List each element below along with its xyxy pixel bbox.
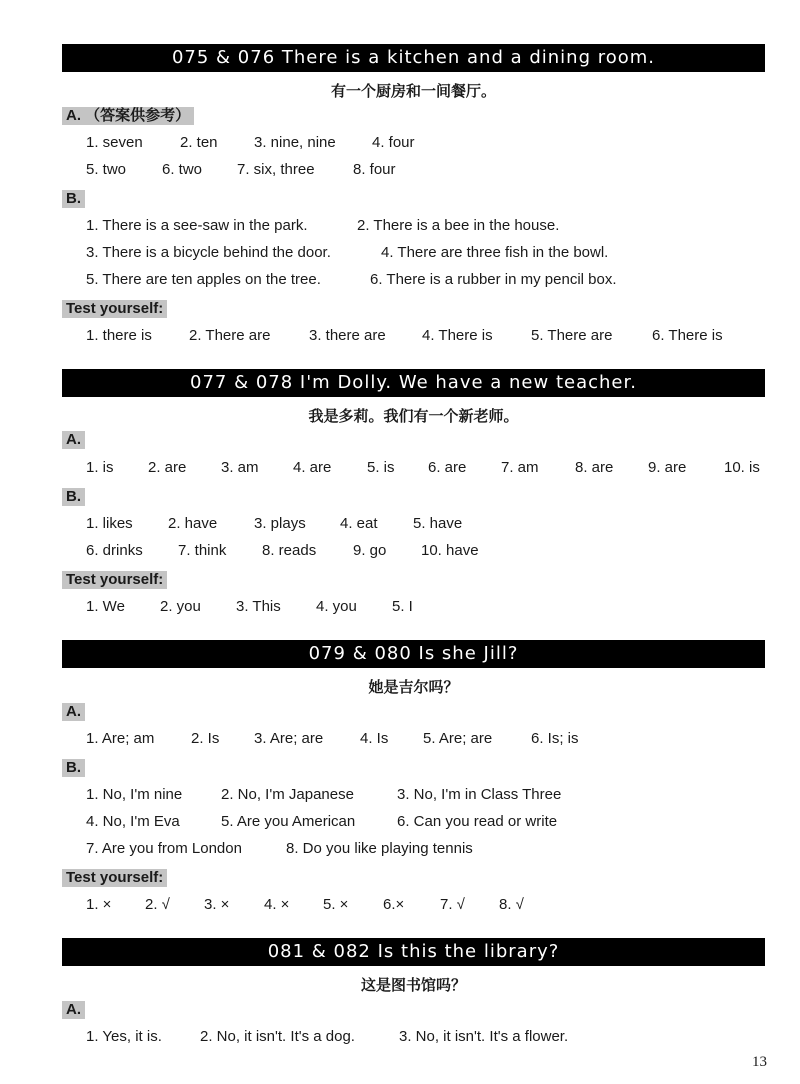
answer-item: 1. likes [86,515,133,532]
answer-item: 6. Is; is [531,730,579,747]
section-label: A. [62,431,85,449]
answer-item: 3. am [221,459,259,476]
answer-row [0,242,800,264]
answer-item: 3. There is a bicycle behind the door. [86,244,331,261]
answer-item: 8. Do you like playing tennis [286,840,473,857]
answer-item: 4. are [293,459,332,476]
section-label: B. [62,190,85,208]
answer-item: 3. This [236,598,281,615]
section-label: A. [62,1001,85,1019]
answer-row [0,159,800,181]
unit-title-bar: 077 & 078 I'm Dolly. We have a new teacher. [62,369,765,397]
answer-row [0,457,800,479]
unit-title-bar: 075 & 076 There is a kitchen and a dining room. [62,44,765,72]
unit-title-bar: 079 & 080 Is she Jill? [62,640,765,668]
answer-item: 10. is [724,459,760,476]
answer-item: 6. are [428,459,467,476]
answer-item: 1. There is a see-saw in the park. [86,217,308,234]
answer-item: 1. No, I'm nine [86,786,183,803]
answer-item: 1. Yes, it is. [86,1028,162,1045]
answer-row [0,540,800,562]
answer-item: 7. √ [440,896,465,913]
answer-item: 2. No, I'm Japanese [221,786,354,803]
answer-item: 4. four [372,134,415,151]
answer-row [0,894,800,916]
answer-item: 3. there are [309,327,386,344]
answer-item: 6. two [162,161,203,178]
answer-item: 4. There is [422,327,493,344]
answer-item: 3. × [204,896,230,913]
section-label: Test yourself: [62,571,167,589]
answer-item: 5. × [323,896,349,913]
answer-item: 7. six, three [237,161,315,178]
answer-item: 2. have [168,515,218,532]
answer-item: 4. eat [340,515,378,532]
answer-item: 2. ten [180,134,218,151]
answer-row [0,1026,800,1048]
answer-row [0,838,800,860]
section-label: Test yourself: [62,869,167,887]
answer-item: 2. you [160,598,201,615]
answer-row [0,215,800,237]
answer-item: 3. Are; are [254,730,324,747]
answer-item: 2. √ [145,896,170,913]
answer-item: 7. am [501,459,539,476]
answer-item: 2. Is [191,730,220,747]
answer-item: 5. There are [531,327,613,344]
answer-row [0,596,800,618]
answer-item: 1. × [86,896,112,913]
section-label: A. （答案供参考） [62,107,194,125]
answer-item: 8. are [575,459,614,476]
answer-item: 8. reads [262,542,317,559]
answer-item: 3. nine, nine [254,134,336,151]
answer-item: 3. No, it isn't. It's a flower. [399,1028,569,1045]
answer-item: 6. There is [652,327,723,344]
answer-item: 5. two [86,161,127,178]
answer-item: 5. is [367,459,395,476]
answer-item: 4. There are three fish in the bowl. [381,244,609,261]
answer-item: 6. Can you read or write [397,813,558,830]
answer-item: 7. Are you from London [86,840,242,857]
answer-item: 1. there is [86,327,152,344]
answer-item: 3. No, I'm in Class Three [397,786,562,803]
answer-item: 6.× [383,896,405,913]
answer-item: 1. Are; am [86,730,155,747]
section-label: B. [62,759,85,777]
answer-item: 6. There is a rubber in my pencil box. [370,271,617,288]
unit-chinese-title: 我是多莉。我们有一个新老师。 [308,407,519,425]
answer-item: 4. you [316,598,357,615]
answer-item: 2. There is a bee in the house. [357,217,560,234]
answer-item: 1. seven [86,134,143,151]
answer-item: 2. are [148,459,187,476]
answer-row [0,784,800,806]
answer-item: 7. think [178,542,227,559]
unit-chinese-title: 这是图书馆吗？ [360,976,466,994]
answer-item: 10. have [421,542,479,559]
answer-item: 4. No, I'm Eva [86,813,180,830]
answer-item: 6. drinks [86,542,143,559]
answer-item: 9. go [353,542,387,559]
answer-item: 5. I [392,598,413,615]
section-label: Test yourself: [62,300,167,318]
section-label: A. [62,703,85,721]
answer-item: 3. plays [254,515,306,532]
page-number: 13 [752,1054,767,1070]
section-label: B. [62,488,85,506]
answer-item: 5. have [413,515,463,532]
answer-row [0,513,800,535]
unit-title-bar: 081 & 082 Is this the library? [62,938,765,966]
answer-item: 5. Are you American [221,813,356,830]
answer-item: 2. No, it isn't. It's a dog. [200,1028,355,1045]
answer-item: 4. Is [360,730,389,747]
answer-row [0,269,800,291]
unit-chinese-title: 有一个厨房和一间餐厅。 [330,82,496,100]
answer-row [0,728,800,750]
answer-item: 1. We [86,598,125,615]
answer-item: 2. There are [189,327,271,344]
answer-item: 5. Are; are [423,730,493,747]
answer-item: 5. There are ten apples on the tree. [86,271,321,288]
answer-row [0,132,800,154]
answer-item: 8. four [353,161,396,178]
answer-item: 1. is [86,459,114,476]
answer-row [0,811,800,833]
answer-item: 9. are [648,459,687,476]
answer-row [0,325,800,347]
unit-chinese-title: 她是吉尔吗？ [368,678,459,696]
answer-item: 4. × [264,896,290,913]
answer-item: 8. √ [499,896,524,913]
